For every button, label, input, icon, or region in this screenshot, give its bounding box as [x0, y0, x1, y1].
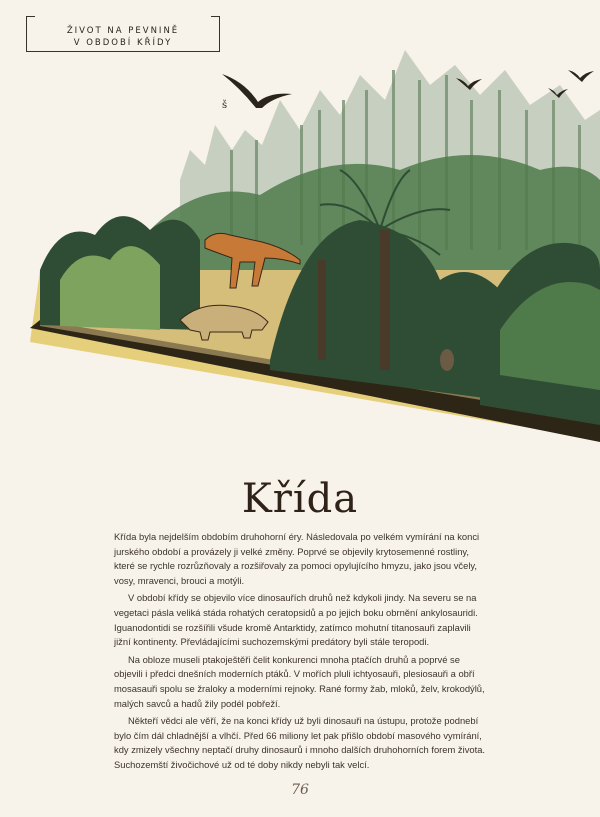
paragraph: Na obloze museli ptakoještěři čelit konkurenci mnoha ptačích druhů a poprvé se objevili i předci dnešních moderních ptáků. V mořích pluli ichtyosauři, plesiosauři a obří mosasauři spolu se žraloky a moderními rejnoky. Rané formy žab, mloků, želv, krokodýlů, malých savců a hadů žily podél pobřeží. [114, 653, 485, 709]
page-number: 76 [291, 782, 309, 798]
section-label-line2: V OBDOBÍ KŘÍDY [73, 38, 173, 48]
body-text [114, 530, 490, 776]
paragraph: Křída byla nejdelším obdobím druhohorní éry. Následovala po velkém vymírání na konci jurského období a provázely ji velké změny. Poprvé se objevily krytosemenné rostliny, které se rychle rozrůzňovaly a rozšiřovaly za pomoci opylujícího hmyzu, jako jsou včely, vosy, mravenci, brouci a motýli. [114, 531, 480, 586]
illustration-letter-label: š [222, 100, 228, 111]
paragraph: V období křídy se objevilo více dinosauřích druhů než kdykoli jindy. Na severu se na vegetaci pásla veliká stáda rohatých ceratopsidů a po jejich boku obrnění ankylosauridi. Iguanodontidi se rozšířili všude kromě Antarktidy, zatímco mohutní titanosauři zaplavili jižní kontinenty. Převládajícími suchozemskými predátory byli stále teropodi. [114, 592, 478, 648]
paragraph: Někteří vědci ale věří, že na konci křídy už byli dinosauři na ústupu, protože podnebí bylo čím dál chladnější a vlhčí. Před 66 miliony let pak přišlo období masového vymírání, kdy zmizely všechny neptačí druhy dinosaurů i mnoho dalších druhohorních forem života. Suchozemští živočichové už od té doby nikdy nebyli tak velcí. [114, 715, 486, 770]
pterosaur-small-2 [548, 70, 594, 98]
small-bird-creature [440, 349, 454, 371]
section-label-line1: ŽIVOT NA PEVNINĚ [66, 26, 180, 36]
page-title: Křída [241, 476, 359, 522]
cretaceous-landscape-illustration [0, 30, 600, 450]
